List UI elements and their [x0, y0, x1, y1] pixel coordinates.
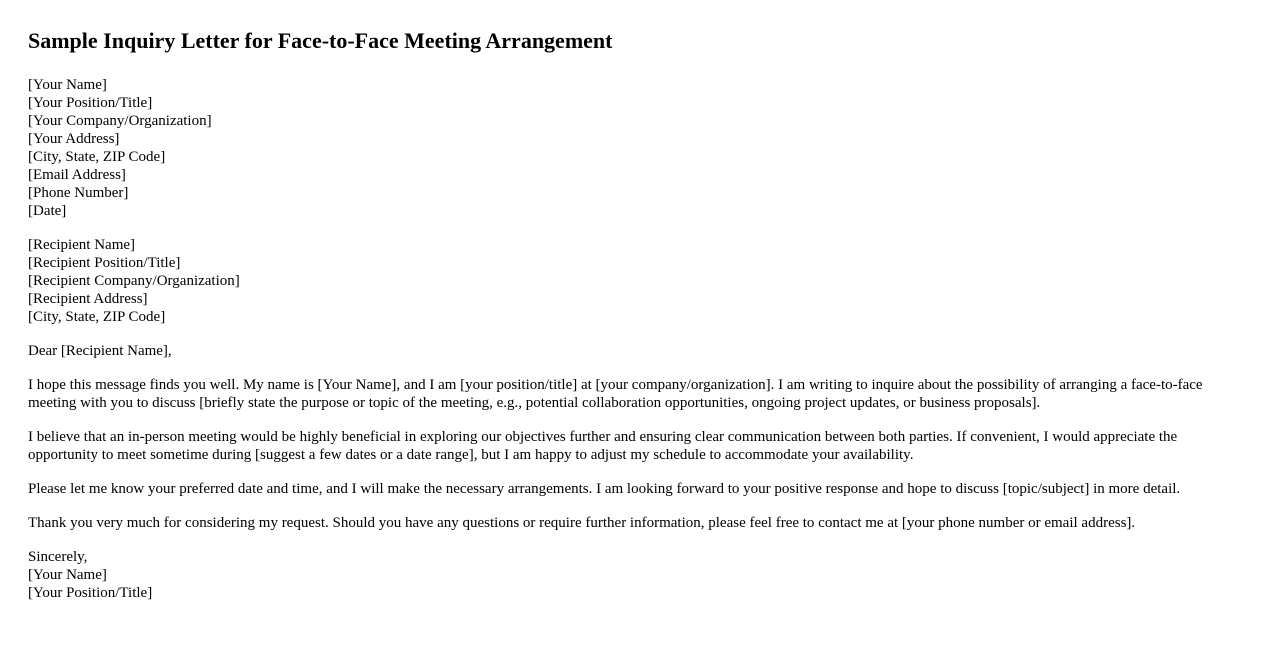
sender-address-block [28, 76, 1250, 220]
letter-date: [Date] [28, 203, 67, 219]
recipient-position: [Recipient Position/Title] [28, 255, 181, 271]
salutation: Dear [Recipient Name], [28, 343, 172, 359]
closing-block [28, 548, 1250, 602]
recipient-address: [Recipient Address] [28, 291, 148, 307]
sender-position: [Your Position/Title] [28, 95, 153, 111]
recipient-company: [Recipient Company/Organization] [28, 273, 240, 289]
sender-email: [Email Address] [28, 167, 126, 183]
body-paragraph-thanks: Thank you very much for considering my request. Should you have any questions or require further information, please feel free to contact me at [your phone number or email address]. [28, 515, 1136, 531]
closing-valediction: Sincerely, [28, 549, 88, 565]
sender-name: [Your Name] [28, 77, 107, 93]
body-paragraph-proposal: I believe that an in-person meeting would be highly beneficial in exploring our objectives further and ensuring clear communication between both parties. If convenient, I would appreciate the opportunity to meet sometime during [suggest a few dates or a date range], but I am happy to adjust my schedule to accommodate your availability. [28, 429, 1178, 463]
recipient-city-state-zip: [City, State, ZIP Code] [28, 309, 166, 325]
sender-phone: [Phone Number] [28, 185, 129, 201]
recipient-name: [Recipient Name] [28, 237, 136, 253]
closing-name: [Your Name] [28, 567, 107, 583]
body-paragraph-request: Please let me know your preferred date and time, and I will make the necessary arrangements. I am looking forward to your positive response and hope to discuss [topic/subject] in more detail. [28, 481, 1181, 497]
page-title: Sample Inquiry Letter for Face-to-Face Meeting Arrangement [28, 28, 613, 53]
sender-city-state-zip: [City, State, ZIP Code] [28, 149, 166, 165]
body-paragraph-intro: I hope this message finds you well. My name is [Your Name], and I am [your position/title] at [your company/organization]. I am writing to inquire about the possibility of arranging a face-to-face meeting with you to discuss [briefly state the purpose or topic of the meeting, e.g., potential collaboration opportunities, ongoing project updates, or business proposals]. [28, 377, 1203, 411]
sender-company: [Your Company/Organization] [28, 113, 212, 129]
sender-address: [Your Address] [28, 131, 120, 147]
closing-position: [Your Position/Title] [28, 585, 153, 601]
recipient-address-block [28, 236, 1250, 326]
